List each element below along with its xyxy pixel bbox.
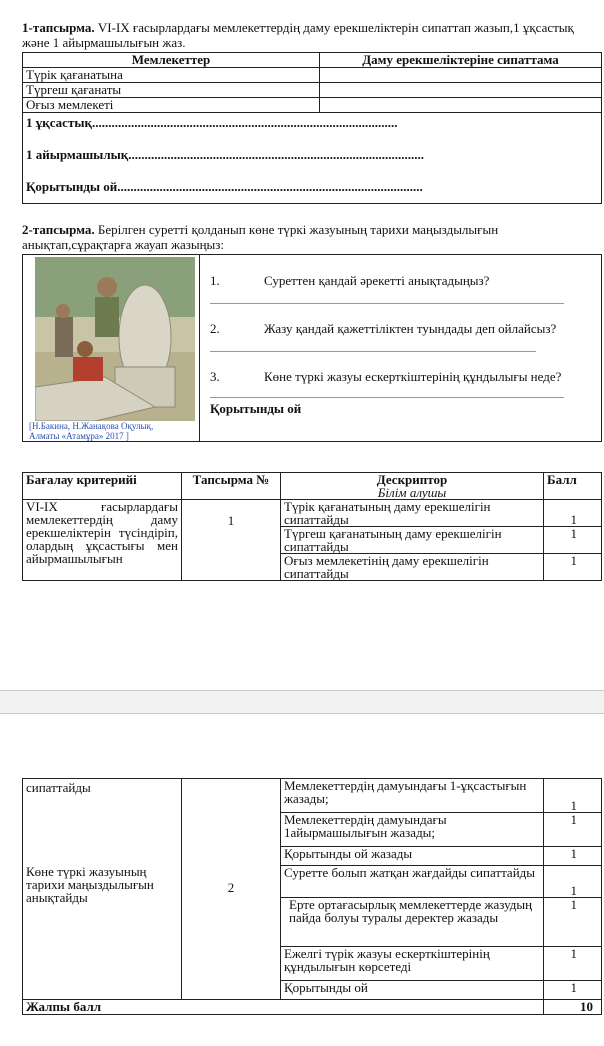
- descriptor: Қорытынды ой: [281, 981, 544, 1000]
- answer-line[interactable]: [210, 351, 536, 352]
- descriptor: Суретте болып жатқан жағдайды сипаттайды: [281, 865, 544, 897]
- conclusion-line[interactable]: Қорытынды ой..............................................................................................: [26, 179, 423, 194]
- descriptor: Мемлекеттердің дамуындағы 1айырмашылығын жазады;: [281, 813, 544, 847]
- task2-title: [22, 222, 592, 252]
- score: 1: [544, 847, 602, 866]
- answer-cell[interactable]: [320, 83, 602, 98]
- score: 1: [544, 554, 602, 581]
- total-label: Жалпы балл: [23, 1000, 544, 1015]
- col-description: Даму ерекшеліктеріне сипаттама: [320, 53, 602, 68]
- descriptor: Түрік қағанатының даму ерекшелігін сипаттайды: [281, 500, 544, 527]
- image-credit: [29, 421, 153, 441]
- learner-label: Білім алушы: [377, 485, 447, 500]
- descriptor: Ерте ортағасырлық мемлекеттерде жазудың пайда болуы туралы деректер жазады: [281, 897, 544, 946]
- criteria-1: VI-IX ғасырлардағы мемлекеттердің даму ерекшеліктерін түсіндіріп, олардың ұқсастығы мен айырмашылығын: [23, 500, 182, 581]
- page-break: [0, 690, 604, 714]
- score: 1: [544, 897, 602, 946]
- question-2: Жазу қандай қажеттіліктен туындады деп ойлайсыз?: [264, 321, 557, 336]
- task-number-2: 2: [227, 880, 235, 895]
- header-score: Балл: [544, 473, 602, 500]
- assessment-table: [22, 472, 602, 581]
- score: 1: [544, 813, 602, 847]
- task2-text: Берілген суретті қолданып көне түркі жазуының тарихи маңыздылығын анықтап,сұрақтарға жауап жазыңыз:: [22, 222, 499, 252]
- state-row: Оғыз мемлекеті: [23, 98, 320, 113]
- criteria-2-cell: [23, 779, 182, 1000]
- answer-cell[interactable]: [320, 68, 602, 83]
- answer-line[interactable]: [210, 397, 564, 398]
- task1-table: [22, 52, 602, 204]
- header-criteria: Бағалау критерийі: [23, 473, 182, 500]
- score: 1: [544, 981, 602, 1000]
- task1-label: 1-тапсырма.: [22, 20, 95, 35]
- score: 1: [544, 527, 602, 554]
- descriptor: Ежелгі түрік жазуы ескерткіштерінің құндылығын көрсетеді: [281, 947, 544, 981]
- task-number-2-cell: [182, 779, 281, 1000]
- credit-line: Алматы «Атамұра» 2017 ]: [29, 431, 129, 441]
- illustration-cell: [23, 255, 200, 442]
- descriptor: Түргеш қағанатының даму ерекшелігін сипаттайды: [281, 527, 544, 554]
- question-number: 2.: [210, 321, 220, 336]
- criteria-continued: сипаттайды: [26, 780, 91, 795]
- answer-line[interactable]: [210, 303, 564, 304]
- task2-label: 2-тапсырма.: [22, 222, 95, 237]
- score: 1: [544, 865, 602, 897]
- score: 1: [544, 947, 602, 981]
- task2-table: [22, 254, 602, 442]
- question-number: 1.: [210, 273, 220, 288]
- questions-cell: [200, 255, 602, 442]
- question-3: Көне түркі жазуы ескерткіштерінің құндылығы неде?: [264, 369, 562, 384]
- difference-line[interactable]: 1 айырмашылық...........................................................................................: [26, 147, 424, 162]
- conclusion-label: Қорытынды ой: [210, 401, 302, 416]
- task1-title: [22, 20, 592, 50]
- state-row: Түргеш қағанаты: [23, 83, 320, 98]
- descriptor: Оғыз мемлекетінің даму ерекшелігін сипаттайды: [281, 554, 544, 581]
- total-score: 10: [544, 1000, 602, 1015]
- descriptor: Мемлекеттердің дамуындағы 1-ұқсастығын жазады;: [281, 779, 544, 813]
- task-number-1: 1: [182, 500, 281, 581]
- header-descriptor: [281, 473, 544, 500]
- answer-cell[interactable]: [320, 98, 602, 113]
- assessment-table-continued: [22, 778, 602, 1015]
- descriptor-label: Дескриптор: [376, 472, 448, 487]
- col-states: Мемлекеттер: [23, 53, 320, 68]
- credit-line: [Н.Бакина, Н.Жанақова Оқулық,: [29, 421, 154, 431]
- similarity-line[interactable]: 1 ұқсастық..............................................................................................: [26, 115, 398, 130]
- criteria-2: Көне түркі жазуының тарихи маңыздылығын анықтайды: [26, 864, 154, 905]
- header-task-number: Тапсырма №: [182, 473, 281, 500]
- score: 1: [544, 779, 602, 813]
- question-number: 3.: [210, 369, 220, 384]
- state-row: Түрік қағанатына: [23, 68, 320, 83]
- task1-text: VI-IX ғасырлардағы мемлекеттердің даму ерекшеліктерін сипаттап жазып,1 ұқсастық және 1 айырмашылығын жаз.: [22, 20, 574, 50]
- question-1: Суреттен қандай әрекетті анықтадыңыз?: [264, 273, 490, 288]
- descriptor: Қорытынды ой жазады: [281, 847, 544, 866]
- score: 1: [544, 500, 602, 527]
- stone-carving-illustration: [35, 257, 195, 421]
